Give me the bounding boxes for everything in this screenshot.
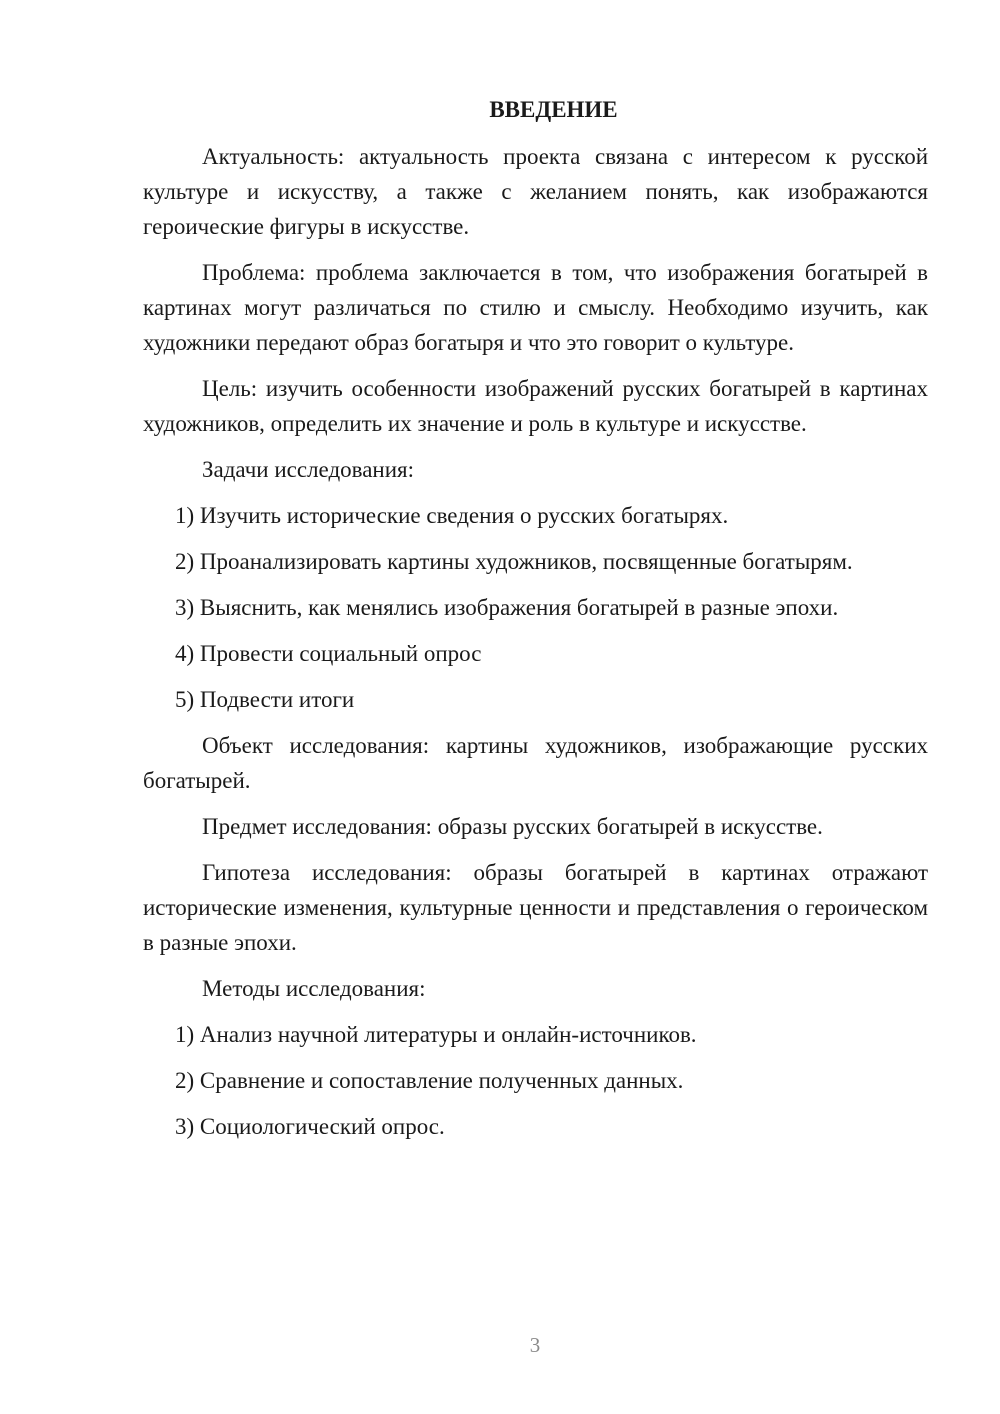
method-item: 3) Социологический опрос.: [175, 1114, 445, 1139]
methods-list: [143, 1017, 928, 1144]
tasks-list: [143, 498, 928, 717]
tasks-heading: Задачи исследования:: [202, 457, 415, 482]
goal-paragraph: Цель: изучить особенности изображений русских богатырей в картинах художников, определить их значение и роль в культуре и искусстве.: [143, 376, 928, 436]
document-title: ВВЕДЕНИЕ: [489, 97, 618, 122]
problem-paragraph: Проблема: проблема заключается в том, что изображения богатырей в картинах могут различаться по стилю и смыслу. Необходимо изучить, как художники передают образ богатыря и что это говорит о культуре.: [143, 260, 928, 355]
method-item: 1) Анализ научной литературы и онлайн-источников.: [175, 1022, 697, 1047]
relevance-paragraph: Актуальность: актуальность проекта связана с интересом к русской культуре и искусству, а также с желанием понять, как изображаются героические фигуры в искусстве.: [143, 144, 928, 239]
method-item: 2) Сравнение и сопоставление полученных данных.: [175, 1068, 684, 1093]
task-item: 4) Провести социальный опрос: [175, 641, 482, 666]
task-item: 5) Подвести итоги: [175, 687, 355, 712]
task-item: 1) Изучить исторические сведения о русских богатырях.: [175, 503, 729, 528]
methods-heading: Методы исследования:: [202, 976, 426, 1001]
hypothesis-paragraph: Гипотеза исследования: образы богатырей в картинах отражают исторические изменения, культурные ценности и представления о героическом в разные эпохи.: [143, 860, 928, 955]
page-number: 3: [529, 1333, 541, 1357]
object-paragraph: Объект исследования: картины художников, изображающие русских богатырей.: [143, 733, 928, 793]
task-item: 3) Выяснить, как менялись изображения богатырей в разные эпохи.: [175, 595, 839, 620]
document-page: [143, 92, 928, 1155]
task-item: 2) Проанализировать картины художников, посвященные богатырям.: [175, 549, 853, 574]
subject-paragraph: Предмет исследования: образы русских богатырей в искусстве.: [202, 814, 823, 839]
